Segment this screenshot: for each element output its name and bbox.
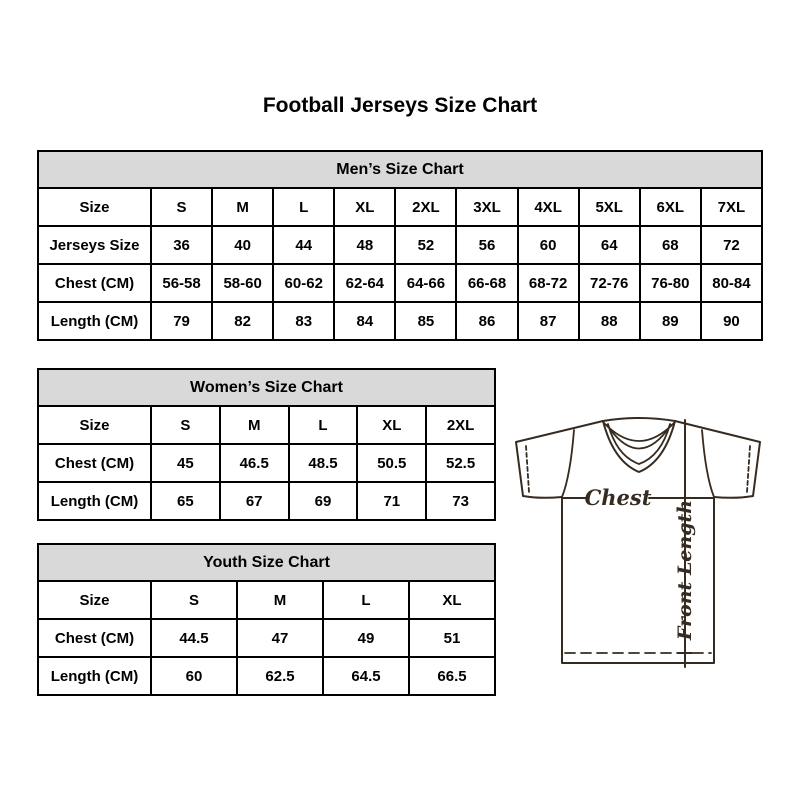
value-cell: 2XL <box>426 406 495 444</box>
value-cell: 87 <box>518 302 579 340</box>
table-row <box>38 482 495 520</box>
value-cell: 48.5 <box>289 444 358 482</box>
value-cell: 3XL <box>456 188 517 226</box>
table-row <box>38 264 762 302</box>
value-cell: 66-68 <box>456 264 517 302</box>
value-cell: XL <box>409 581 495 619</box>
value-cell: 60-62 <box>273 264 334 302</box>
value-cell: 58-60 <box>212 264 273 302</box>
value-cell: 60 <box>151 657 237 695</box>
value-cell: 80-84 <box>701 264 762 302</box>
value-cell: M <box>220 406 289 444</box>
value-cell: 60 <box>518 226 579 264</box>
value-cell: 5XL <box>579 188 640 226</box>
value-cell: 64.5 <box>323 657 409 695</box>
value-cell: L <box>273 188 334 226</box>
jersey-left-cuff-stitch-dashes <box>526 446 529 492</box>
value-cell: 82 <box>212 302 273 340</box>
table-row <box>38 657 495 695</box>
jersey-measurement-diagram <box>500 412 770 677</box>
value-cell: 52.5 <box>426 444 495 482</box>
table-section-header: Youth Size Chart <box>38 544 495 581</box>
row-label-cell: Size <box>38 581 151 619</box>
value-cell: XL <box>334 188 395 226</box>
value-cell: M <box>237 581 323 619</box>
jersey-collar-top-edge <box>603 418 675 421</box>
jersey-vneck-inner <box>608 424 670 464</box>
youth-size-table <box>37 543 496 696</box>
value-cell: 56 <box>456 226 517 264</box>
value-cell: 71 <box>357 482 426 520</box>
value-cell: 4XL <box>518 188 579 226</box>
jersey-collar-back-seam-1 <box>604 423 674 441</box>
row-label-cell: Size <box>38 188 151 226</box>
chest-label: Chest <box>584 485 652 510</box>
value-cell: 65 <box>151 482 220 520</box>
value-cell: 50.5 <box>357 444 426 482</box>
value-cell: 72 <box>701 226 762 264</box>
value-cell: 47 <box>237 619 323 657</box>
table-row <box>38 226 762 264</box>
row-label-cell: Chest (CM) <box>38 264 151 302</box>
front-length-label: Front Length <box>674 499 696 641</box>
table-row <box>38 302 762 340</box>
value-cell: 64 <box>579 226 640 264</box>
value-cell: 76-80 <box>640 264 701 302</box>
row-label-cell: Length (CM) <box>38 657 151 695</box>
value-cell: 7XL <box>701 188 762 226</box>
table-row <box>38 619 495 657</box>
value-cell: 62.5 <box>237 657 323 695</box>
value-cell: 83 <box>273 302 334 340</box>
table-row <box>38 406 495 444</box>
value-cell: 73 <box>426 482 495 520</box>
row-label-cell: Size <box>38 406 151 444</box>
row-label-cell: Length (CM) <box>38 482 151 520</box>
table-header-row <box>38 544 495 581</box>
value-cell: 56-58 <box>151 264 212 302</box>
value-cell: 69 <box>289 482 358 520</box>
value-cell: 66.5 <box>409 657 495 695</box>
jersey-left-armhole-seam <box>562 430 574 497</box>
value-cell: 45 <box>151 444 220 482</box>
value-cell: 49 <box>323 619 409 657</box>
value-cell: L <box>289 406 358 444</box>
value-cell: XL <box>357 406 426 444</box>
value-cell: 48 <box>334 226 395 264</box>
value-cell: 67 <box>220 482 289 520</box>
mens-size-table <box>37 150 763 341</box>
womens-size-table <box>37 368 496 521</box>
value-cell: 68 <box>640 226 701 264</box>
table-section-header: Men’s Size Chart <box>38 151 762 188</box>
row-label-cell: Chest (CM) <box>38 619 151 657</box>
row-label-cell: Chest (CM) <box>38 444 151 482</box>
jersey-right-cuff-stitch-dashes <box>747 446 750 492</box>
value-cell: 40 <box>212 226 273 264</box>
table-header-row <box>38 369 495 406</box>
value-cell: 2XL <box>395 188 456 226</box>
row-label-cell: Length (CM) <box>38 302 151 340</box>
table-row <box>38 188 762 226</box>
value-cell: L <box>323 581 409 619</box>
value-cell: 89 <box>640 302 701 340</box>
value-cell: 6XL <box>640 188 701 226</box>
value-cell: 44 <box>273 226 334 264</box>
value-cell: 84 <box>334 302 395 340</box>
value-cell: 64-66 <box>395 264 456 302</box>
value-cell: S <box>151 581 237 619</box>
jersey-right-armhole-seam <box>702 430 714 497</box>
page-title: Football Jerseys Size Chart <box>262 94 538 117</box>
jersey-right-sleeve-outline <box>675 421 760 498</box>
value-cell: S <box>151 406 220 444</box>
value-cell: 46.5 <box>220 444 289 482</box>
value-cell: 88 <box>579 302 640 340</box>
table-row <box>38 444 495 482</box>
row-label-cell: Jerseys Size <box>38 226 151 264</box>
value-cell: 36 <box>151 226 212 264</box>
value-cell: 86 <box>456 302 517 340</box>
value-cell: 52 <box>395 226 456 264</box>
value-cell: S <box>151 188 212 226</box>
value-cell: 90 <box>701 302 762 340</box>
value-cell: 72-76 <box>579 264 640 302</box>
value-cell: 44.5 <box>151 619 237 657</box>
table-row <box>38 581 495 619</box>
value-cell: 79 <box>151 302 212 340</box>
value-cell: 51 <box>409 619 495 657</box>
value-cell: 68-72 <box>518 264 579 302</box>
table-section-header: Women’s Size Chart <box>38 369 495 406</box>
value-cell: 85 <box>395 302 456 340</box>
value-cell: 62-64 <box>334 264 395 302</box>
table-header-row <box>38 151 762 188</box>
value-cell: M <box>212 188 273 226</box>
